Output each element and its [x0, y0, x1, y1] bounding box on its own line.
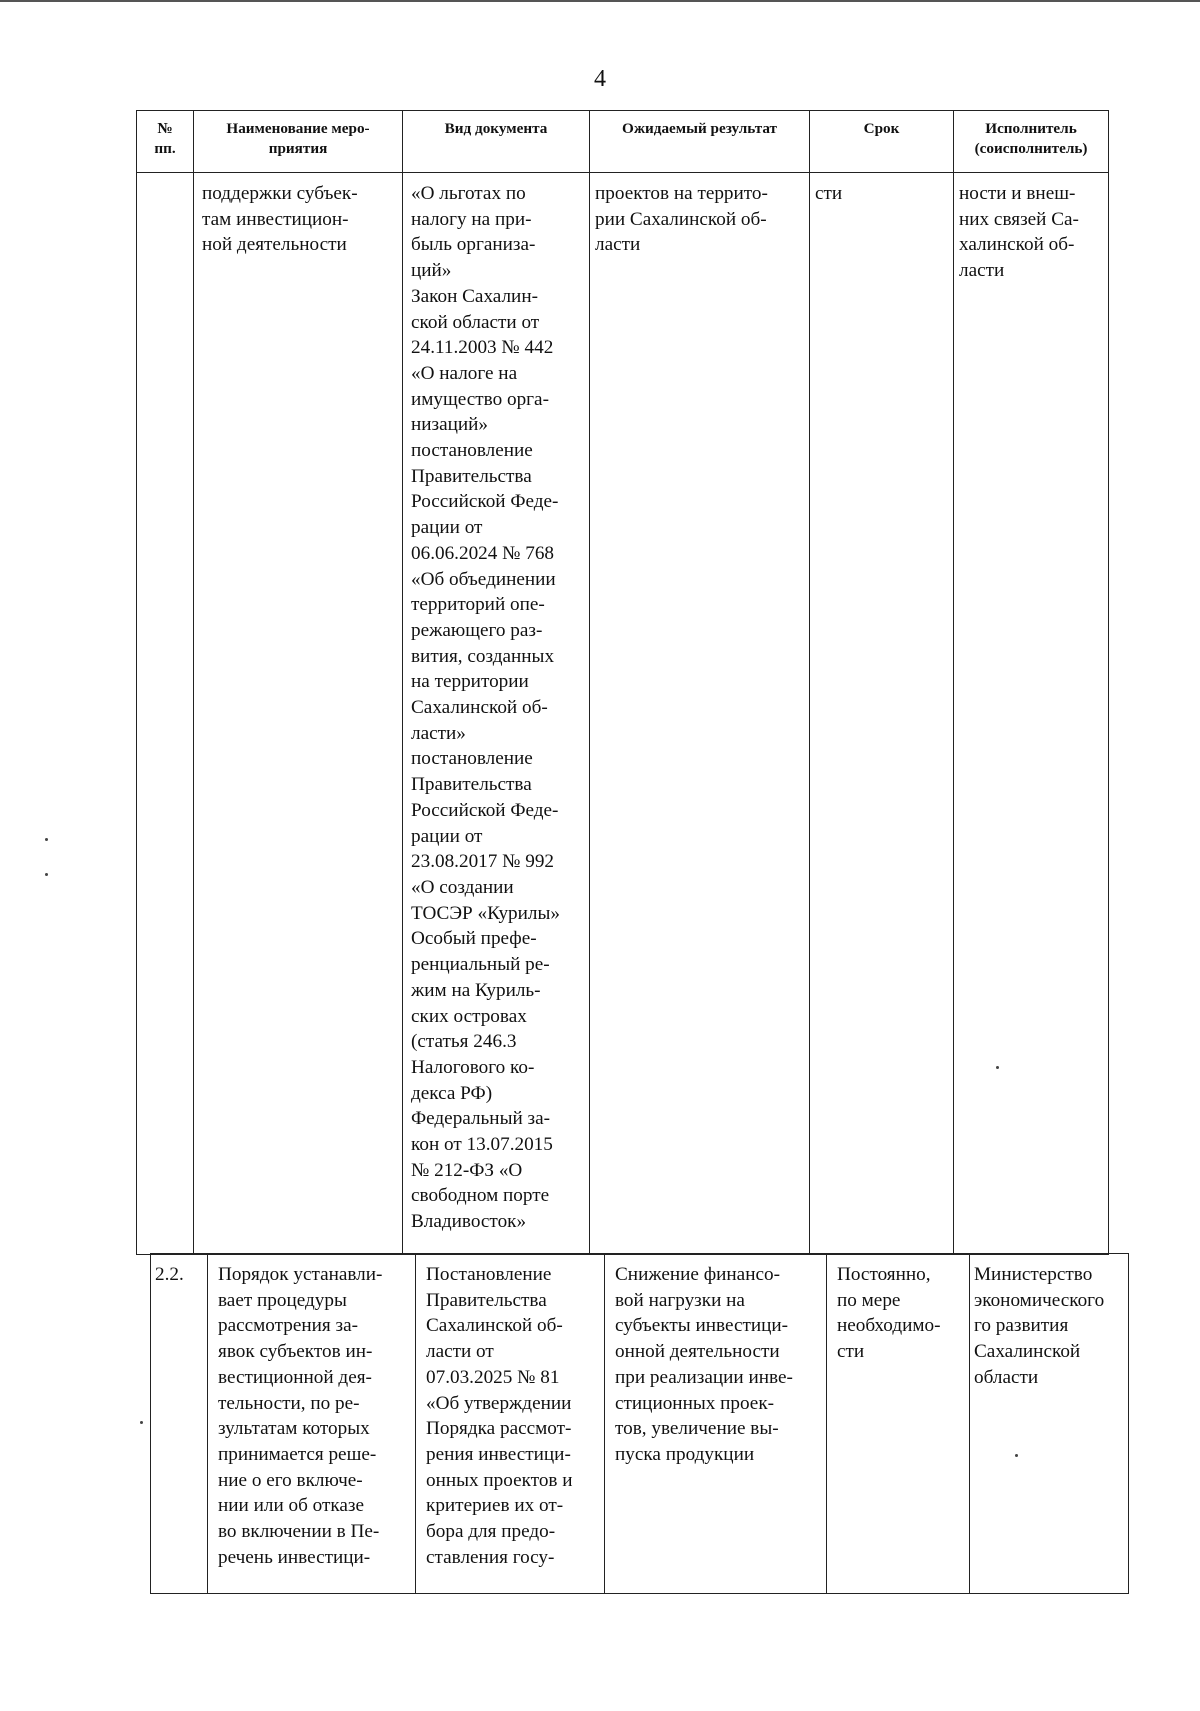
document-type-cell: «О льготах по налогу на при- быль организа- ций» Закон Сахалин- ской области от 24.11.2003 № 442 «О налоге на имущество орга- низаций» постановление Правительства Российской Феде- рации от 06.06.2024 № 768 «Об объединении территорий опе- режающего раз- вития, созданных на территории Сахалинской об- ласти» постановление Правительства Российской Феде- рации от 23.08.2017 № 992 «О создании ТОСЭР «Курилы» Особый префе- ренциальный ре- жим на Куриль- ских островах (статья 246.3 Налогового ко- декса РФ) Федеральный за- кон от 13.07.2015 № 212-ФЗ «О свободном порте Владивосток»	[403, 173, 590, 1255]
activity-name-cell: поддержки субъек- там инвестицион- ной деятельности	[194, 173, 403, 1255]
table-body-part-2	[150, 1253, 1129, 1594]
executor-cell: ности и внеш- них связей Са- халинской об- ласти	[954, 173, 1109, 1255]
header-term: Срок	[810, 111, 954, 173]
expected-result-cell: Снижение финансо- вой нагрузки на субъекты инвестици- онной деятельности при реализации инве- стиционных проек- тов, увеличение вы- пуска продукции	[605, 1254, 827, 1594]
table-row	[137, 173, 1109, 1255]
document-type-cell: Постановление Правительства Сахалинской об- ласти от 07.03.2025 № 81 «Об утверждении Порядка рассмот- рения инвестици- онных проектов и критериев их от- бора для предо- ставления госу-	[416, 1254, 605, 1594]
table-body-part-1	[136, 172, 1109, 1255]
row-number-cell	[137, 173, 194, 1255]
header-activity-name: Наименование меро- приятия	[194, 111, 403, 173]
table-header	[136, 110, 1109, 173]
scan-speck	[45, 873, 48, 876]
expected-result-cell: проектов на террито- рии Сахалинской об- ласти	[590, 173, 810, 1255]
row-number-cell: 2.2.	[151, 1254, 208, 1594]
header-document-type: Вид документа	[403, 111, 590, 173]
scan-speck	[1015, 1454, 1018, 1457]
scan-speck	[140, 1421, 143, 1424]
executor-cell: Министерство экономического го развития Сахалинской области	[970, 1254, 1129, 1594]
term-cell: Постоянно, по мере необходимо- сти	[827, 1254, 970, 1594]
header-expected-result: Ожидаемый результат	[590, 111, 810, 173]
header-executor: Исполнитель (соисполнитель)	[954, 111, 1109, 173]
activity-name-cell: Порядок устанавли- вает процедуры рассмотрения за- явок субъектов ин- вестиционной дея- тельности, по ре- зультатам которых принимается реше- ние о его включе- нии или об отказе во включении в Пе- речень инвестици-	[208, 1254, 416, 1594]
term-cell: сти	[810, 173, 954, 1255]
page-number: 4	[594, 66, 606, 92]
table-row	[151, 1254, 1129, 1594]
scan-top-edge	[0, 0, 1200, 2]
header-number: № пп.	[137, 111, 194, 173]
scan-speck	[996, 1066, 999, 1069]
scan-speck	[45, 838, 48, 841]
